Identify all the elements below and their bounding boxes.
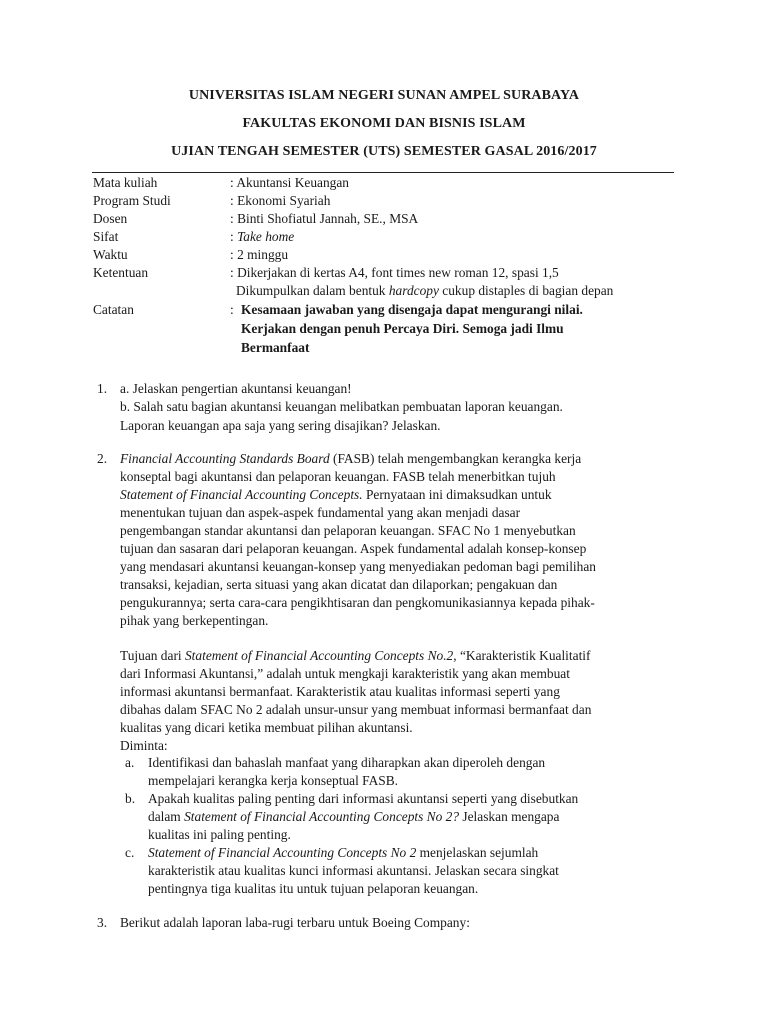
q2-p1-line-8: transaksi, kejadian, serta situasi yang akan dicatat dan dilaporkan; pengakuan dan: [120, 577, 558, 592]
info-value-program-studi: : Ekonomi Syariah: [230, 193, 331, 208]
catatan-line-1: Kesamaan jawaban yang disengaja dapat mengurangi nilai.: [241, 302, 583, 317]
q2-b-line-1: Apakah kualitas paling penting dari informasi akuntansi seperti yang disebutkan: [148, 791, 579, 806]
info-value-dosen: : Binti Shofiatul Jannah, SE., MSA: [230, 211, 419, 226]
q2-p2-line-4: dibahas dalam SFAC No 2 adalah unsur-unsur yang membuat informasi bermanfaat dan: [120, 702, 592, 717]
q2-a-letter: a.: [125, 755, 135, 770]
info-value-mata-kuliah: : Akuntansi Keuangan: [230, 175, 350, 190]
q1-number: 1.: [97, 381, 108, 396]
q1-line-3: Laporan keuangan apa saja yang sering disajikan? Jelaskan.: [120, 418, 441, 433]
q1-line-1: a. Jelaskan pengertian akuntansi keuangan!: [120, 381, 352, 396]
q2-b-line-3: kualitas ini paling penting.: [148, 827, 291, 842]
q2-p1-line-3-rest: Pernyataan ini dimaksudkan untuk: [362, 487, 552, 502]
q2-c-line-2: karakteristik atau kualitas kunci informasi akuntansi. Jelaskan secara singkat: [148, 863, 559, 878]
q2-p1-line-4: menentukan tujuan dan aspek-aspek fundamental yang akan menjadi dasar: [120, 505, 521, 520]
ketentuan-text-a: Dikumpulkan dalam bentuk: [236, 283, 389, 298]
ketentuan-text-b: cukup distaples di bagian depan: [438, 283, 614, 298]
q2-diminta: Diminta:: [120, 738, 168, 753]
q2-p1-line-9: pengukurannya; serta cara-cara pengikhtisaran dan pengkomunikasiannya kepada pihak-: [120, 595, 595, 610]
q3-number: 3.: [97, 915, 108, 930]
q2-b-line-2: [148, 809, 559, 825]
catatan-line-2: Kerjakan dengan penuh Percaya Diri. Semoga jadi Ilmu: [241, 321, 564, 336]
q2-c-line-1: [148, 845, 538, 861]
q2-b-line-2-b: Jelaskan mengapa: [459, 809, 560, 824]
info-label-ketentuan: Ketentuan: [93, 265, 149, 280]
q2-a-line-1: Identifikasi dan bahaslah manfaat yang diharapkan akan diperoleh dengan: [148, 755, 546, 770]
q2-p2-line-5: kualitas yang dicari ketika membuat pilihan akuntansi.: [120, 720, 413, 735]
q2-p1-line-2: konseptal bagi akuntansi dan pelaporan keuangan. FASB telah menerbitkan tujuh: [120, 469, 556, 484]
q2-p2-line-1: [120, 648, 590, 664]
info-label-program-studi: Program Studi: [93, 193, 171, 208]
q2-c-line-1-rest: menjelaskan sejumlah: [416, 845, 539, 860]
q2-sfac2-italic: Statement of Financial Accounting Concepts No.2,: [184, 648, 457, 663]
q2-b-sfac-italic: Statement of Financial Accounting Concepts No 2?: [184, 809, 460, 824]
q2-p2-line-1-b: “Karakteristik Kualitatif: [456, 648, 591, 663]
info-label-catatan: Catatan: [93, 302, 134, 317]
header-divider: [92, 172, 674, 173]
info-value-waktu: : 2 minggu: [230, 247, 289, 262]
q2-c-line-3: pentingnya tiga kualitas itu untuk tujuan pelaporan keuangan.: [148, 881, 479, 896]
q2-b-line-2-a: dalam: [148, 809, 185, 824]
info-value-sifat-text: Take home: [237, 229, 295, 244]
info-value-sifat: [230, 229, 294, 245]
q3-text: Berikut adalah laporan laba-rugi terbaru untuk Boeing Company:: [120, 915, 470, 930]
q2-sfac-italic: Statement of Financial Accounting Concepts.: [120, 487, 363, 502]
q2-p2-line-3: informasi akuntansi bermanfaat. Karakteristik atau kualitas informasi seperti yang: [120, 684, 560, 699]
info-value-ketentuan-1: : Dikerjakan di kertas A4, font times new roman 12, spasi 1,5: [230, 265, 559, 280]
q2-b-letter: b.: [125, 791, 136, 806]
q2-p1-line-1: [120, 451, 581, 467]
info-label-sifat: Sifat: [93, 229, 119, 244]
q2-number: 2.: [97, 451, 108, 466]
q2-a-line-2: mempelajari kerangka kerja konseptual FASB.: [148, 773, 399, 788]
q1-line-2: b. Salah satu bagian akuntansi keuangan melibatkan pembuatan laporan keuangan.: [120, 399, 563, 414]
university-title: UNIVERSITAS ISLAM NEGERI SUNAN AMPEL SURABAYA: [188, 88, 580, 103]
q2-fasb-italic: Financial Accounting Standards Board: [120, 451, 330, 466]
info-label-dosen: Dosen: [93, 211, 128, 226]
q2-p1-line-1-rest: (FASB) telah mengembangkan kerangka kerja: [329, 451, 582, 466]
ketentuan-text-italic: hardcopy: [388, 283, 439, 298]
q2-p1-line-6: tujuan dan sasaran dari pelaporan keuangan. Aspek fundamental adalah konsep-konsep: [120, 541, 587, 556]
q2-p2-line-2: dari Informasi Akuntansi,” adalah untuk mengkaji karakteristik yang akan membuat: [120, 666, 570, 681]
q2-p1-line-3: [120, 487, 552, 503]
q2-c-sfac-italic: Statement of Financial Accounting Concepts No 2: [148, 845, 417, 860]
faculty-title: FAKULTAS EKONOMI DAN BISNIS ISLAM: [242, 116, 526, 131]
info-colon-sifat: :: [230, 229, 238, 244]
q2-p1-line-5: pengembangan standar akuntansi dan pelaporan keuangan. SFAC No 1 menyebutkan: [120, 523, 576, 538]
info-label-waktu: Waktu: [93, 247, 128, 262]
exam-title: UJIAN TENGAH SEMESTER (UTS) SEMESTER GASAL 2016/2017: [171, 144, 597, 159]
info-colon-catatan: :: [230, 302, 234, 317]
q2-p1-line-7: yang mendasari akuntansi keuangan-konsep yang menyediakan pedoman bagi pemilihan: [120, 559, 596, 574]
q2-p2-line-1-a: Tujuan dari: [120, 648, 185, 663]
catatan-line-3: Bermanfaat: [241, 340, 310, 355]
info-label-mata-kuliah: Mata kuliah: [93, 175, 158, 190]
q2-c-letter: c.: [125, 845, 135, 860]
info-value-ketentuan-2: [236, 283, 613, 299]
q2-p1-line-10: pihak yang berkepentingan.: [120, 613, 269, 628]
